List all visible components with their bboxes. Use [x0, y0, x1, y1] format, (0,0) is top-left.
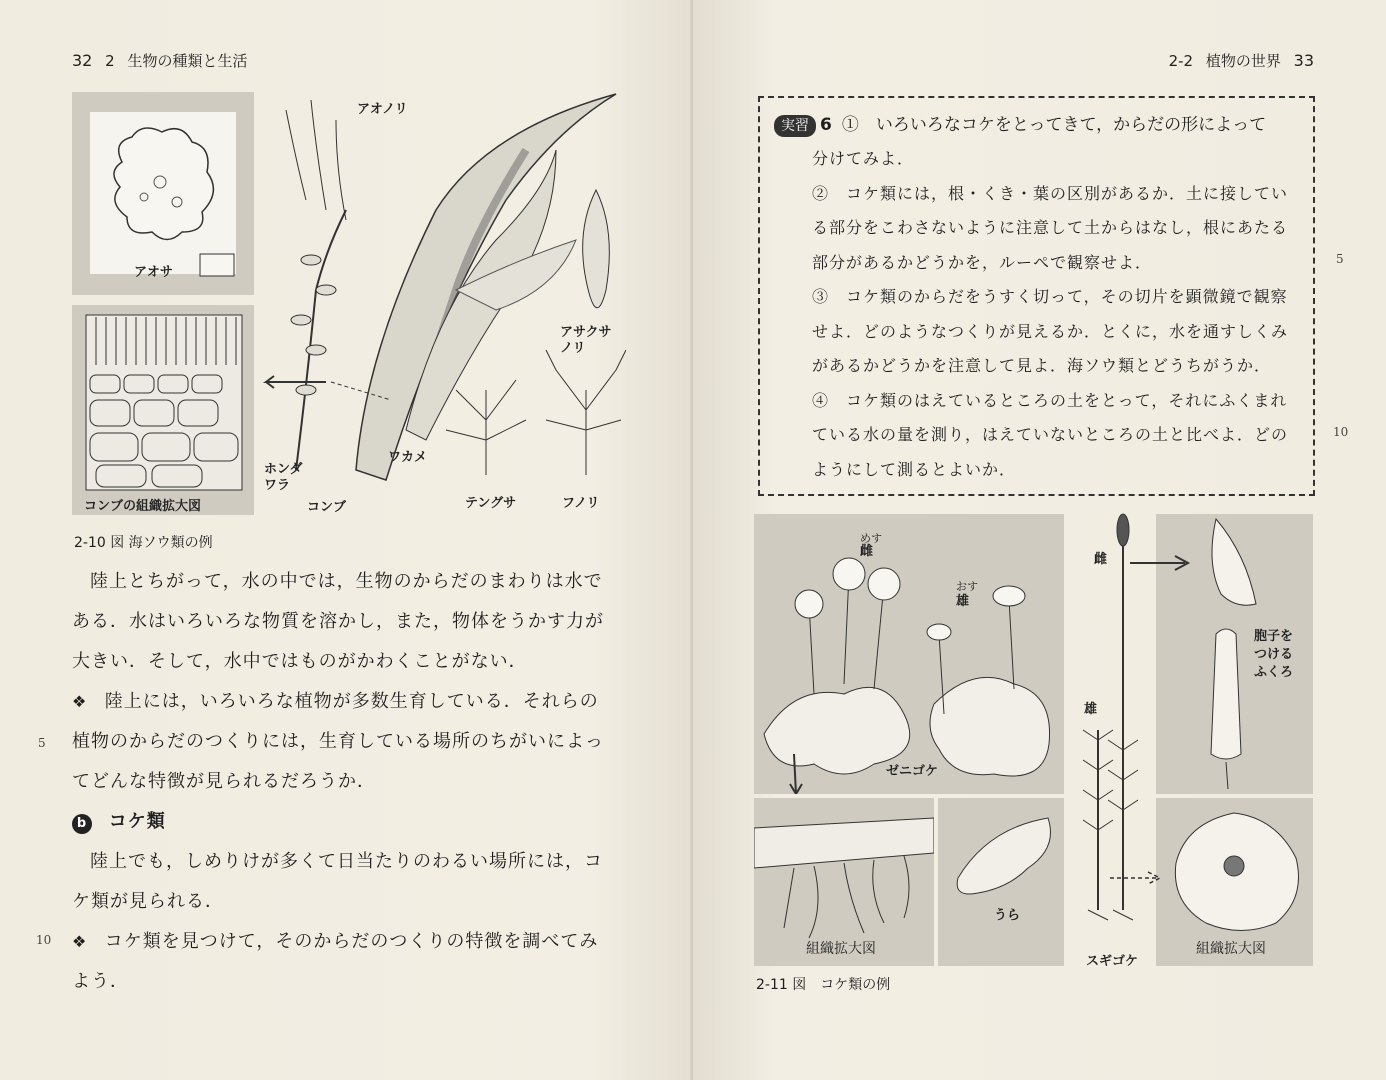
- label-sugi-mesu: 雌: [1094, 552, 1108, 567]
- exercise-line: ている水の量を測り，はえていないところの土と比べよ．どの: [812, 425, 1289, 444]
- label-osu: 雄: [956, 594, 970, 609]
- label-konbu: コンブ: [307, 500, 347, 515]
- paragraph-line: てどんな特徴が見られるだろうか．: [72, 771, 376, 792]
- right-page-number: 33: [1293, 51, 1314, 70]
- label-zenigoke: ゼニゴケ: [886, 764, 939, 779]
- label-tengusa: テングサ: [465, 496, 517, 511]
- label-mesu-ruby: めす: [860, 532, 882, 545]
- diamond-bullet-icon: ❖: [72, 932, 88, 951]
- section-heading: [72, 802, 642, 842]
- diamond-bullet-icon: ❖: [72, 692, 88, 711]
- zenigoke-panel: [754, 514, 1064, 794]
- label-aonori: アオノリ: [357, 102, 408, 117]
- ura-illustration: [938, 798, 1064, 966]
- paragraph-line: ケ類が見られる．: [72, 891, 224, 912]
- label-sugigoke: スギゴケ: [1086, 954, 1139, 969]
- aosa-panel: [72, 92, 254, 295]
- right-running-header: [1169, 50, 1314, 71]
- ura-panel: [938, 798, 1064, 966]
- label-aosa: アオサ: [134, 265, 173, 280]
- label-osu-ruby: おす: [956, 580, 978, 593]
- bullet-paragraph: [72, 922, 642, 962]
- arrow-to-section-icon: [1110, 868, 1170, 888]
- line-number-5: 5: [38, 736, 46, 750]
- seaweed-illustration: [256, 90, 626, 520]
- label-tissue-right: 組織拡大図: [1196, 941, 1266, 957]
- label-konbu-tissue: コンブの組織拡大図: [84, 499, 202, 514]
- paragraph-line: 大きい．そして，水中ではものがかわくことがない．: [72, 651, 528, 672]
- section-number: 2-2: [1168, 52, 1194, 70]
- paragraph-line: 植物のからだのつくりには，生育している場所のちがいによっ: [72, 731, 604, 752]
- exercise-line: ③ コケ類のからだをうすく切って，その切片を顕微鏡で観察: [812, 287, 1288, 306]
- tissue-illustration: [72, 305, 254, 515]
- label-funori: フノリ: [562, 496, 600, 511]
- paragraph-line: ある．水はいろいろな物質を溶かし，また，物体をうかす力が: [72, 611, 604, 632]
- paragraph-line: よう．: [72, 971, 129, 992]
- paragraph-line: 陸上でも，しめりけが多くて日当たりのわるい場所には，コ: [90, 851, 603, 872]
- right-line-number-10: 10: [1333, 425, 1349, 439]
- exercise-line: る部分をこわさないように注意して土からはなし，根にあたる: [812, 218, 1289, 237]
- paragraph-line: 陸上とちがって，水の中では，生物のからだのまわりは水で: [90, 571, 603, 592]
- section-title-header: 植物の世界: [1205, 52, 1281, 70]
- exercise-line: ④ コケ類のはえているところの土をとって，それにふくまれ: [812, 390, 1288, 410]
- exercise-line: ② コケ類には，根・くき・葉の区別があるか．土に接してい: [812, 183, 1289, 203]
- exercise-line: 分けてみよ．: [812, 149, 915, 168]
- section-title: コケ類: [108, 811, 166, 832]
- left-running-header: [72, 50, 255, 71]
- left-page-number: 32: [72, 51, 93, 70]
- label-ura: うら: [994, 908, 1021, 923]
- label-wakame: ワカメ: [388, 450, 428, 465]
- sugigoke-tissue-panel: [1156, 798, 1313, 966]
- exercise-line: ① いろいろなコケをとってきて，からだの形によって: [841, 115, 1267, 135]
- exercise-box: [758, 96, 1315, 496]
- exercise-line: ようにして測るとよいか．: [812, 459, 1017, 479]
- zenigoke-illustration: [754, 514, 1064, 794]
- label-tissue-left: 組織拡大図: [806, 941, 876, 957]
- arrow-to-capsule-icon: [1130, 548, 1200, 578]
- chapter-title: 生物の種類と生活: [127, 52, 248, 70]
- exercise-line: 部分があるかどうかを，ルーペで観察せよ．: [812, 252, 1153, 272]
- section-b-marker: b: [72, 814, 92, 834]
- exercise-header: [774, 110, 1266, 137]
- chapter-number: 2: [105, 52, 115, 70]
- exercise-lines: [812, 142, 1307, 487]
- zenigoke-tissue-panel: [754, 798, 934, 966]
- konbu-tissue-panel: [72, 305, 254, 515]
- right-line-number-5: 5: [1336, 252, 1344, 266]
- paragraph-line: 陸上には，いろいろな植物が多数生育している．それらの: [104, 691, 599, 712]
- exercise-number: 6: [820, 115, 832, 135]
- line-number-10: 10: [36, 933, 52, 947]
- label-mesu: 雌: [860, 544, 874, 559]
- bullet-paragraph: [72, 682, 642, 722]
- figure-2-10-caption: 2-10 図 海ソウ類の例: [74, 535, 213, 551]
- label-honda-wara: ホンダ ワラ: [264, 462, 303, 493]
- paragraph-line: コケ類を見つけて，そのからだのつくりの特徴を調べてみ: [104, 931, 599, 952]
- label-houshi: 胞子を つける ふくろ: [1254, 629, 1294, 680]
- left-body-text: [72, 562, 642, 1002]
- exercise-line: があるかどうかを注意して見よ．海ソウ類とどうちがうか．: [812, 356, 1272, 375]
- exercise-line: せよ．どのようなつくりが見えるか．とくに，水を通すしくみ: [812, 321, 1289, 341]
- exercise-badge: 実習: [774, 115, 816, 137]
- figure-2-11-caption: 2-11 図 コケ類の例: [756, 977, 891, 993]
- label-asakusa-nori: アサクサ ノリ: [560, 325, 612, 356]
- label-sugi-osu: 雄: [1084, 702, 1098, 717]
